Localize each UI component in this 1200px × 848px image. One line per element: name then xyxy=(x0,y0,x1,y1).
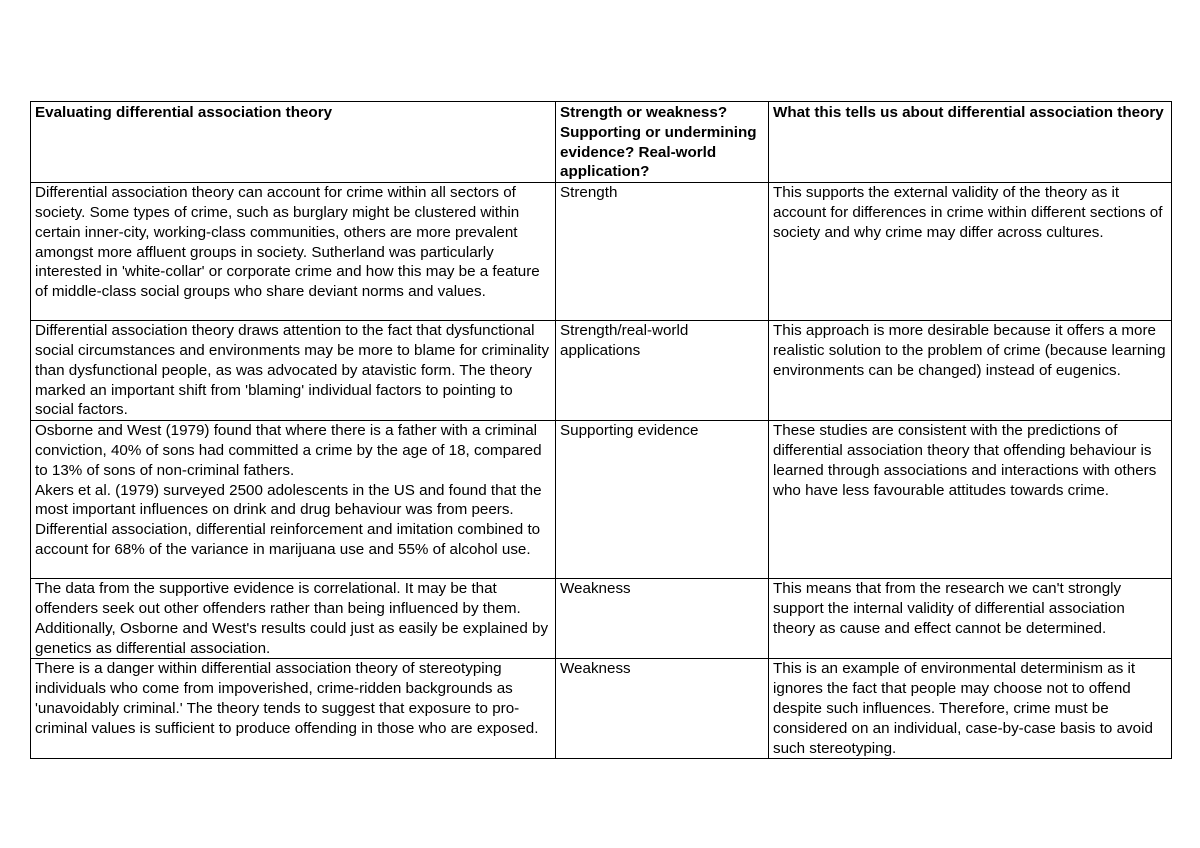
category-cell: Strength/real-world applications xyxy=(556,321,769,421)
table-row xyxy=(31,579,1172,659)
table-row xyxy=(31,421,1172,579)
evaluation-point-text: The data from the supportive evidence is correlational. It may be that offenders seek out other offenders rather than being influenced by them. Additionally, Osborne and West's results could just as easily be explained by genetics as differential association. xyxy=(35,580,549,657)
evaluation-point-text: Differential association theory can account for crime within all sectors of society. Some types of crime, such as burglary might be clustered within certain inner-city, working-class communities, others are more prevalent amongst more affluent groups in society. Sutherland was particularly interested in 'white-collar' or corporate crime and how this may be a feature of middle-class social groups who share deviant norms and values. xyxy=(35,184,540,301)
header-strength-weakness: Strength or weakness? Supporting or undermining evidence? Real-world application? xyxy=(556,102,769,183)
category-cell: Supporting evidence xyxy=(556,421,769,579)
header-what-this-tells-us: What this tells us about differential association theory xyxy=(769,102,1172,183)
evaluation-point-text: There is a danger within differential association theory of stereotyping individuals who come from impoverished, crime-ridden backgrounds as 'unavoidably criminal.' The theory tends to suggest that exposure to pro-criminal values is sufficient to produce offending in those who are exposed. xyxy=(35,660,539,737)
header-evaluating-theory: Evaluating differential association theory xyxy=(31,102,556,183)
table-row xyxy=(31,321,1172,421)
evaluation-point-cell xyxy=(31,659,556,759)
category-cell: Weakness xyxy=(556,659,769,759)
meaning-cell: These studies are consistent with the predictions of differential association theory that offending behaviour is learned through associations and interactions with others who have less favourable attitudes towards crime. xyxy=(769,421,1172,579)
meaning-cell: This means that from the research we can't strongly support the internal validity of differential association theory as cause and effect cannot be determined. xyxy=(769,579,1172,659)
evaluation-point-cell xyxy=(31,183,556,321)
meaning-cell: This supports the external validity of the theory as it account for differences in crime within different sections of society and why crime may differ across cultures. xyxy=(769,183,1172,321)
evaluation-point-text: Differential association theory draws attention to the fact that dysfunctional social circumstances and environments may be more to blame for criminality than dysfunctional people, as was advocated by atavistic form. The theory marked an important shift from 'blaming' individual factors to pointing to social factors. xyxy=(35,322,550,419)
evaluation-point-cell xyxy=(31,321,556,421)
category-cell: Weakness xyxy=(556,579,769,659)
evaluation-point-text: Osborne and West (1979) found that where there is a father with a criminal conviction, 40% of sons had committed a crime by the age of 18, compared to 13% of sons of non-criminal fathers. xyxy=(35,422,542,479)
evaluation-point-cell xyxy=(31,579,556,659)
table-row xyxy=(31,183,1172,321)
table-row xyxy=(31,659,1172,759)
meaning-cell: This approach is more desirable because it offers a more realistic solution to the problem of crime (because learning environments can be changed) instead of eugenics. xyxy=(769,321,1172,421)
meaning-cell: This is an example of environmental determinism as it ignores the fact that people may choose not to offend despite such influences. Therefore, crime must be considered on an individual, case-by-case basis to avoid such stereotyping. xyxy=(769,659,1172,759)
evaluation-point-cell xyxy=(31,421,556,579)
table-header-row xyxy=(31,102,1172,183)
evaluation-table xyxy=(30,101,1172,759)
category-cell: Strength xyxy=(556,183,769,321)
evaluation-point-text: Akers et al. (1979) surveyed 2500 adolescents in the US and found that the most important influences on drink and drug behaviour was from peers. Differential association, differential reinforcement and imitation combined to account for 68% of the variance in marijuana use and 55% of alcohol use. xyxy=(35,481,542,558)
